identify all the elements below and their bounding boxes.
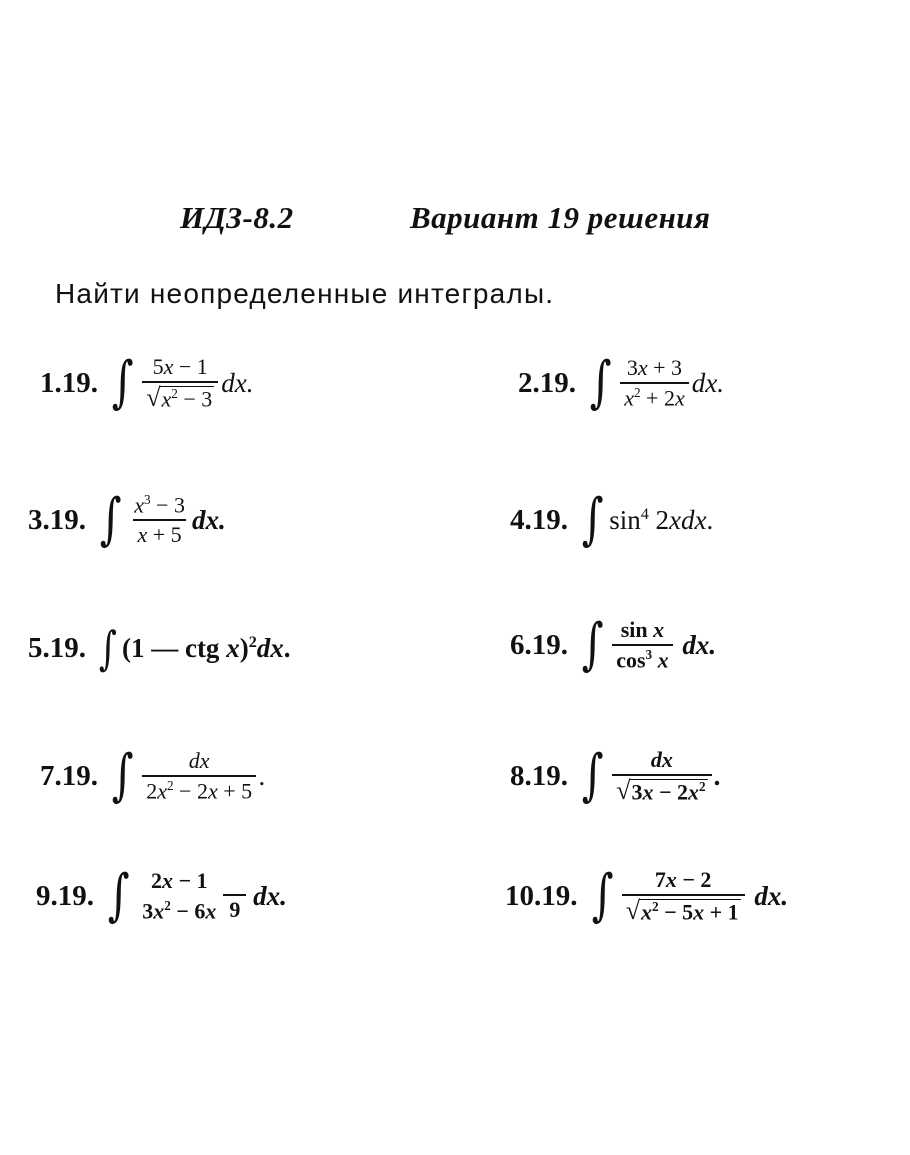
numerator: $x^3 - 3$: [134, 491, 185, 517]
problem-number: 7.19.: [40, 759, 98, 792]
denominator: $2x^2 - 2x + 5$: [142, 775, 256, 804]
numerator: dx: [650, 747, 673, 772]
problem-number: 9.19.: [36, 879, 94, 912]
integral-sign: ∫: [581, 612, 604, 677]
assignment-title: ИДЗ-8.2: [180, 200, 294, 235]
differential: dx.: [191, 504, 226, 535]
instruction-text: Найти неопределенные интегралы.: [55, 278, 555, 309]
header: [0, 200, 910, 250]
fraction: [142, 749, 256, 804]
problem-10: [505, 863, 789, 929]
denominator: [622, 894, 745, 924]
problem-number: 1.19.: [40, 366, 98, 399]
period: .: [714, 760, 722, 791]
problem-9: [36, 863, 287, 928]
integral-sign: ∫: [591, 863, 614, 929]
fraction: [622, 868, 745, 924]
integral-sign: ∫: [589, 350, 612, 415]
problem-7: [40, 743, 266, 808]
integral-sign: ∫: [581, 743, 604, 809]
variant-title: Вариант 19 решения: [410, 200, 711, 235]
integral-sign: ∫: [98, 621, 117, 675]
problem-number: 3.19.: [28, 503, 86, 536]
problem-6: [510, 612, 717, 677]
fraction: [130, 493, 189, 548]
problem-number: 2.19.: [518, 366, 576, 399]
period: .: [259, 760, 266, 791]
problem-number: 6.19.: [510, 628, 568, 661]
numerator: sin x: [620, 616, 665, 642]
numerator: 2x − 1: [150, 867, 208, 893]
fraction: [612, 618, 672, 673]
integral-sign: ∫: [581, 487, 604, 552]
denominator: [142, 381, 218, 411]
fraction-ninth: 9: [223, 870, 246, 922]
problem-3: [28, 487, 226, 552]
integrand: (1 — ctg x)$^2$dx.: [121, 632, 291, 663]
problem-number: 4.19.: [510, 503, 568, 536]
denominator: x + 5: [133, 519, 185, 547]
problem-1: [40, 350, 254, 416]
problem-8: [510, 743, 722, 809]
sqrt: √ $x^2 - 3$: [146, 383, 213, 413]
integral-sign: ∫: [107, 863, 130, 928]
fraction: [142, 355, 218, 411]
numerator: 5x − 1: [152, 354, 208, 379]
numerator: 7x − 2: [654, 867, 712, 892]
sqrt: √ $x^2 - 5x + 1$: [625, 896, 739, 926]
problem-4: [510, 487, 714, 552]
denominator: [612, 774, 711, 804]
fraction: [620, 356, 689, 411]
denominator: $3x^2 - 6x$: [142, 897, 217, 924]
numerator: dx: [188, 747, 210, 773]
differential: dx.: [246, 880, 287, 911]
fraction: [612, 748, 711, 804]
fraction: [138, 869, 220, 924]
differential: dx.: [675, 629, 717, 660]
problem-number: 5.19.: [28, 631, 86, 664]
differential: dx.: [221, 367, 254, 398]
differential: dx.: [691, 367, 724, 398]
problem-number: 10.19.: [505, 879, 578, 912]
integral-sign: ∫: [111, 350, 134, 416]
denominator: $\cos^3 x$: [612, 644, 672, 673]
numerator: 3x + 3: [626, 354, 683, 380]
denominator: $x^2 + 2x$: [620, 382, 689, 411]
problem-2: [518, 350, 724, 415]
integrand: $\sin^4 2xdx$.: [609, 504, 714, 535]
differential: dx.: [747, 880, 789, 911]
problem-5: [28, 621, 291, 675]
integral-sign: ∫: [111, 743, 134, 808]
problem-number: 8.19.: [510, 759, 568, 792]
integral-sign: ∫: [99, 487, 122, 552]
sqrt: √ $3x - 2x^2$: [616, 776, 706, 806]
